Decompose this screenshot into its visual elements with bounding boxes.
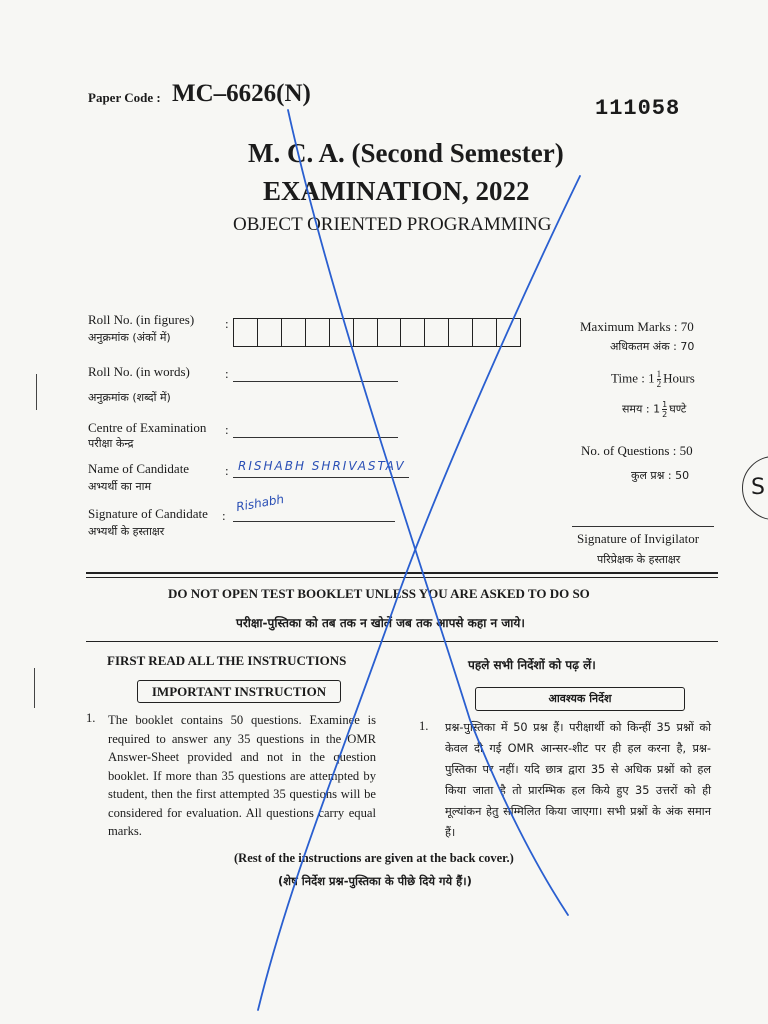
signature-label: Signature of Candidate bbox=[88, 506, 208, 521]
do-not-open-notice-hindi: परीक्षा-पुस्तिका को तब तक न खोलें जब तक आपसे कहा न जाये। bbox=[236, 616, 525, 630]
instruction-item-english: The booklet contains 50 questions. Examinee is required to answer any 35 questions in the OMR Answer-Sheet provided and not in the question booklet. If more than 35 questions are attempted by student, then the first attempted 35 questions will be considered for evaluation. All questions carry equal marks. bbox=[108, 713, 376, 838]
time-suffix-hindi: घण्टे bbox=[669, 402, 687, 416]
name-label: Name of Candidate bbox=[88, 461, 190, 476]
invigilator-signature-label: Signature of Invigilator bbox=[577, 531, 700, 546]
serial-number: 111058 bbox=[595, 96, 681, 121]
fraction-numerator: 1 bbox=[656, 369, 662, 379]
first-read-instructions: FIRST READ ALL THE INSTRUCTIONS bbox=[107, 653, 347, 668]
first-read-instructions-hindi: पहले सभी निर्देशों को पढ़ लें। bbox=[468, 658, 596, 672]
signature-label-hindi: अभ्यर्थी के हस्ताक्षर bbox=[88, 525, 165, 538]
candidate-signature: Rishabh bbox=[235, 491, 285, 515]
exam-title: M. C. A. (Second Semester) bbox=[248, 138, 564, 168]
time-prefix: Time : 1 bbox=[611, 370, 655, 386]
paper-code: MC–6626(N) bbox=[172, 80, 311, 107]
centre-label-hindi: परीक्षा केन्द्र bbox=[88, 437, 134, 450]
item-number-hindi: 1. bbox=[419, 719, 429, 733]
badge-letter: S bbox=[751, 475, 765, 500]
colon: : bbox=[222, 508, 226, 523]
name-label-hindi: अभ्यर्थी का नाम bbox=[88, 480, 152, 493]
roll-figures-label-hindi: अनुक्रमांक (अंकों में) bbox=[88, 331, 171, 344]
important-instruction-heading: IMPORTANT INSTRUCTION bbox=[137, 680, 341, 703]
rest-of-instructions-note: (Rest of the instructions are given at the back cover.) bbox=[234, 851, 514, 865]
item-number: 1. bbox=[86, 711, 96, 725]
subject-title: OBJECT ORIENTED PROGRAMMING bbox=[233, 214, 552, 235]
time-suffix: Hours bbox=[663, 370, 695, 386]
colon: : bbox=[225, 422, 229, 437]
centre-label: Centre of Examination bbox=[88, 420, 207, 435]
fraction-denominator: 2 bbox=[656, 379, 662, 389]
candidate-name-value: RISHABH SHRIVASTAV bbox=[238, 459, 406, 473]
cross-stroke-1 bbox=[288, 110, 568, 915]
number-of-questions: No. of Questions : 50 bbox=[581, 443, 693, 458]
rest-of-instructions-note-hindi: (शेष निर्देश प्रश्न-पुस्तिका के पीछे दिये गये हैं।) bbox=[278, 874, 472, 888]
do-not-open-notice: DO NOT OPEN TEST BOOKLET UNLESS YOU ARE ASKED TO DO SO bbox=[168, 586, 590, 601]
colon: : bbox=[225, 366, 229, 381]
invigilator-signature-label-hindi: परिप्रेक्षक के हस्ताक्षर bbox=[597, 553, 681, 566]
paper-code-label: Paper Code : bbox=[88, 90, 161, 105]
roll-figures-label: Roll No. (in figures) bbox=[88, 312, 195, 327]
important-instruction-heading-hindi: आवश्यक निर्देश bbox=[475, 687, 685, 711]
cross-stroke-2 bbox=[258, 176, 580, 1010]
colon: : bbox=[225, 316, 229, 331]
number-of-questions-hindi: कुल प्रश्न : 50 bbox=[631, 469, 690, 482]
time-prefix-hindi: समय : 1 bbox=[622, 402, 661, 416]
fraction-numerator: 1 bbox=[662, 400, 668, 409]
roll-words-label: Roll No. (in words) bbox=[88, 364, 190, 379]
max-marks: Maximum Marks : 70 bbox=[580, 319, 694, 334]
instruction-item-hindi: प्रश्न-पुस्तिका में 50 प्रश्न हैं। परीक्षार्थी को किन्हीं 35 प्रश्नों को केवल दी गई OMR आन्सर-शीट पर ही हल करना है, प्रश्न-पुस्तिका पर नहीं। यदि छात्र द्वारा 35 से अधिक प्रश्नों को हल किया जाता है तो प्रारम्भिक हल किये हुए 35 उत्तरों को ही मूल्यांकन हेतु सम्मिलित किया जाएगा। सभी प्रश्नों के अंक समान हैं। bbox=[445, 721, 711, 839]
fraction-denominator: 2 bbox=[662, 410, 668, 419]
roll-words-label-hindi: अनुक्रमांक (शब्दों में) bbox=[88, 391, 171, 404]
colon: : bbox=[225, 463, 229, 478]
exam-year: EXAMINATION, 2022 bbox=[263, 176, 530, 206]
max-marks-hindi: अधिकतम अंक : 70 bbox=[610, 340, 695, 353]
